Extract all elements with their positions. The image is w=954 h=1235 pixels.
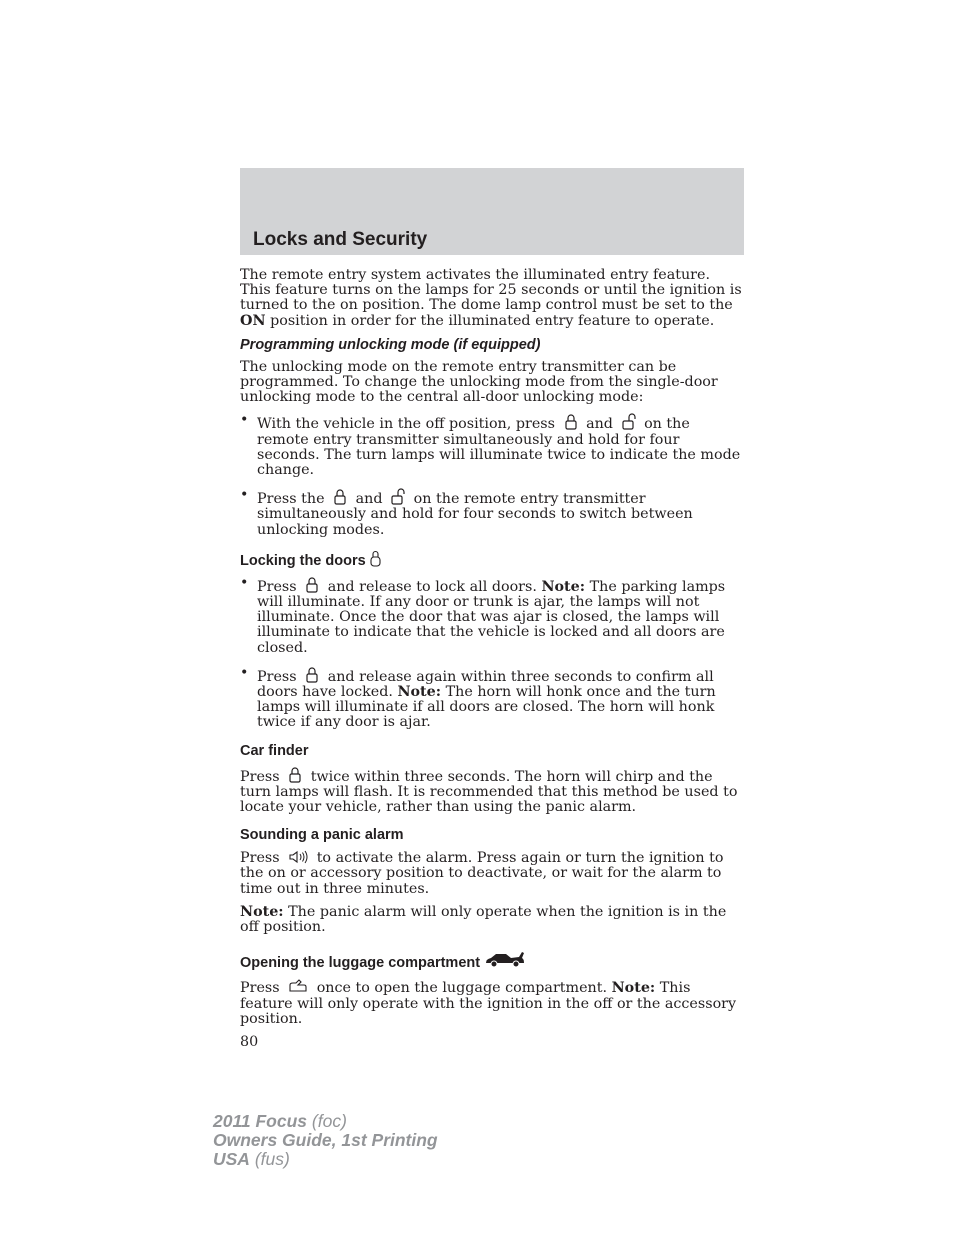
section-title: Locks and Security — [253, 229, 428, 250]
locking-list — [240, 576, 744, 731]
panic-note: Note: The panic alarm will only operate when the ignition is in the off position. — [240, 903, 727, 936]
footer-line-3: USA (fus) — [213, 1149, 290, 1169]
car-trunk-open-icon — [484, 949, 526, 969]
intro-paragraph: The remote entry system activates the illuminated entry feature. This feature turns on the lamps for 25 seconds or until the ignition is turned to the on position. The dome lamp control must be set to the ON position in order for the illuminated entry feature to operate. — [240, 267, 742, 329]
carfinder-heading: Car finder — [240, 742, 309, 759]
lock-icon — [370, 550, 381, 567]
locking-heading: Locking the doors — [240, 550, 744, 570]
page-number: 80 — [240, 1033, 259, 1050]
lock-icon — [333, 488, 347, 505]
lock-icon — [305, 576, 319, 593]
programming-list — [240, 413, 744, 537]
unlock-icon — [391, 488, 405, 505]
footer-line-2: Owners Guide, 1st Printing — [213, 1130, 438, 1150]
programming-body: The unlocking mode on the remote entry transmitter can be programmed. To change the unlocking mode from the single-door unlocking mode to the central all-door unlocking mode: — [240, 358, 718, 406]
luggage-body: Press once to open the luggage compartment. Note: This feature will only operate with the ignition in the off or the accessory position. — [240, 980, 737, 1027]
page-content — [240, 268, 744, 1050]
unlock-icon — [622, 413, 636, 430]
luggage-heading: Opening the luggage compartment — [240, 949, 744, 972]
lock-icon — [564, 413, 578, 430]
lock-icon — [288, 766, 302, 783]
list-item: • Press the and on the remote entry transmitter simultaneously and hold for four seconds to switch between unlocking modes. — [240, 488, 744, 538]
lock-icon — [305, 666, 319, 683]
list-item: • With the vehicle in the off position, press and on the remote entry transmitter simultaneously and hold for four seconds. The turn lamps will illuminate twice to indicate the mode change. — [240, 413, 744, 478]
list-item: • Press and release to lock all doors. Note: The parking lamps will illuminate. If any door or trunk is ajar, the lamps will not illuminate. Once the door that was ajar is closed, the lamps will illuminate to indicate that the vehicle is locked and all doors are closed. — [240, 576, 744, 656]
footer — [213, 1112, 438, 1169]
carfinder-body: Press twice within three seconds. The horn will chirp and the turn lamps will flash. It is recommended that this method be used to locate your vehicle, rather than using the panic alarm. — [240, 766, 744, 816]
panic-alarm-icon — [288, 850, 308, 864]
programming-heading: Programming unlocking mode (if equipped) — [240, 336, 541, 353]
footer-line-1: 2011 Focus (foc) — [213, 1111, 347, 1131]
trunk-release-icon — [288, 978, 308, 994]
list-item: • Press and release again within three seconds to confirm all doors have locked. Note: The horn will honk once and the turn lamps will illuminate if all doors are closed. The horn will honk twice if any door is ajar. — [240, 666, 744, 731]
panic-heading: Sounding a panic alarm — [240, 827, 404, 844]
panic-body: Press to activate the alarm. Press again or turn the ignition to the on or accessory position to deactivate, or wait for the alarm to time out in three minutes. — [240, 850, 724, 897]
